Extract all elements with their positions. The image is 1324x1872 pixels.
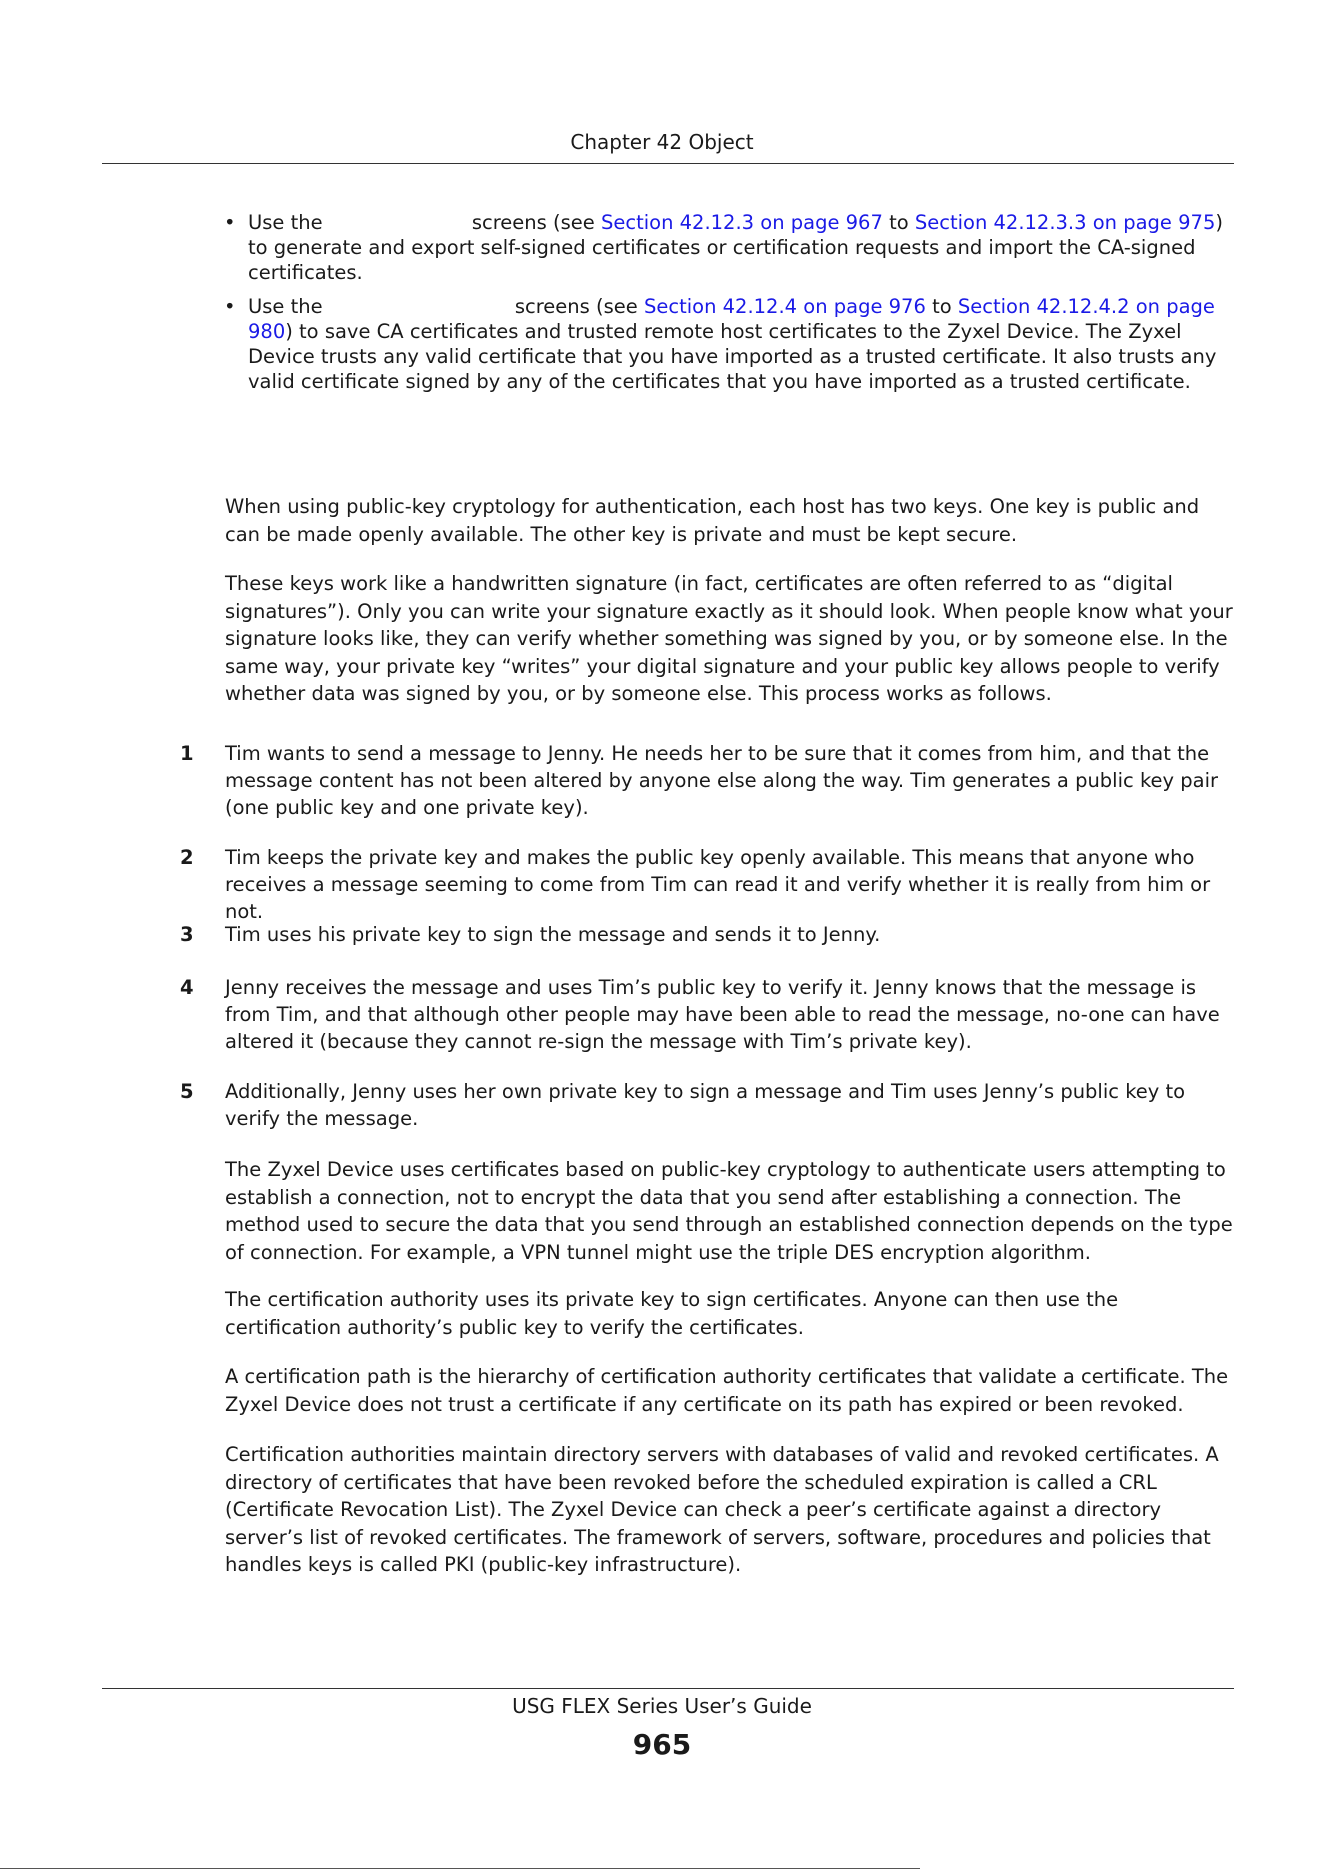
bullet-text-between: to — [882, 211, 915, 234]
step-item — [180, 740, 1240, 821]
paragraph-text: A certification path is the hierarchy of certification authority certificates that validate a certificate. The Zyxel Device does not trust a certificate if any certificate on its path has expired or been revoked. — [225, 1365, 1229, 1416]
step-text: Tim uses his private key to sign the message and sends it to Jenny. — [225, 923, 881, 946]
paragraph-text: Certification authorities maintain directory servers with databases of valid and revoked certificates. A directory of certificates that have been revoked before the scheduled expiration is called a CRL (Certificate Revocation List). The Zyxel Device can check a peer’s certificate against a directory server’s list of revoked certificates. The framework of servers, software, procedures and policies that handles keys is called PKI (public-key infrastructure). — [225, 1443, 1219, 1576]
header-divider — [102, 163, 1234, 164]
bullet-text-post: ) to save CA certificates and trusted remote host certificates to the Zyxel Device. The Zyxel Device trusts any valid certificate that you have imported as a trusted certificate. It also trusts any valid certificate signed by any of the certificates that you have imported as a trusted certificate. — [248, 320, 1217, 393]
bullet-text-post: ) to generate and export self-signed certificates or certification requests and import the CA-signed certificates. — [248, 211, 1223, 284]
section-link[interactable]: Section 42.12.3.3 on page 975 — [914, 211, 1216, 234]
step-text: Jenny receives the message and uses Tim’s public key to verify it. Jenny knows that the message is from Tim, and that although other people may have been able to read the message, no-one can have altered it (because they cannot re-sign the message with Tim’s private key). — [225, 976, 1220, 1053]
paragraph — [225, 570, 1235, 708]
paragraph-text: When using public-key cryptology for authentication, each host has two keys. One key is public and can be made openly available. The other key is private and must be kept secure. — [225, 495, 1200, 546]
step-item — [180, 844, 1240, 925]
paragraph-text: The Zyxel Device uses certificates based on public-key cryptology to authenticate users attempting to establish a connection, not to encrypt the data that you send after establishing a connection. The method used to secure the data that you send through an established connection depends on the type of connection. For example, a VPN tunnel might use the triple DES encryption algorithm. — [225, 1158, 1233, 1264]
section-link[interactable]: Section 42.12.3 on page 967 — [600, 211, 883, 234]
footer-divider — [102, 1688, 1234, 1689]
step-number: 3 — [180, 923, 194, 946]
bullet-item — [222, 294, 1234, 394]
bullet-dot-icon: • — [224, 211, 236, 234]
paragraph — [225, 493, 1235, 548]
step-text: Tim wants to send a message to Jenny. He needs her to be sure that it comes from him, and that the message content has not been altered by anyone else along the way. Tim generates a public key pair (one public key and one private key). — [225, 742, 1219, 819]
step-item — [180, 974, 1240, 1055]
paragraph-text: The certification authority uses its private key to sign certificates. Anyone can then use the certification authority’s public key to verify the certificates. — [225, 1288, 1119, 1339]
paragraph-text: These keys work like a handwritten signature (in fact, certificates are often referred to as “digital signatures”). Only you can write your signature exactly as it should look. When people know what your signature looks like, they can verify whether something was signed by you, or by someone else. In the same way, your private key “writes” your digital signature and your public key allows people to verify whether data was signed by you, or by someone else. This process works as follows. — [225, 572, 1233, 705]
section-link[interactable]: Section 42.12.4.2 on page 980 — [248, 295, 1215, 343]
step-item — [180, 1078, 1240, 1132]
bullet-text-mid: screens (see — [465, 211, 601, 234]
paragraph — [225, 1156, 1235, 1266]
bullet-text-between: to — [925, 295, 958, 318]
bullet-list — [222, 210, 1234, 403]
paragraph — [225, 1441, 1235, 1579]
chapter-header: Chapter 42 Object — [570, 130, 754, 154]
section-link[interactable]: Section 42.12.4 on page 976 — [643, 295, 926, 318]
step-item — [180, 921, 1240, 948]
bullet-item — [222, 210, 1234, 285]
step-number: 2 — [180, 846, 194, 869]
step-number: 4 — [180, 976, 194, 999]
step-number: 5 — [180, 1080, 194, 1103]
page-number: 965 — [632, 1728, 692, 1761]
step-number: 1 — [180, 742, 194, 765]
footer-guide-title: USG FLEX Series User’s Guide — [512, 1694, 812, 1718]
paragraph — [225, 1363, 1235, 1418]
bullet-text-mid: screens (see — [508, 295, 644, 318]
step-text: Additionally, Jenny uses her own private key to sign a message and Tim uses Jenny’s public key to verify the message. — [225, 1080, 1186, 1130]
paragraph — [225, 1286, 1235, 1341]
bullet-dot-icon: • — [224, 295, 236, 318]
bullet-text-pre: Use the — [248, 211, 323, 234]
step-text: Tim keeps the private key and makes the public key openly available. This means that anyone who receives a message seeming to come from Tim can read it and verify whether it is really from him or not. — [225, 846, 1211, 923]
bullet-text-pre: Use the — [248, 295, 323, 318]
bottom-divider — [0, 1868, 920, 1869]
